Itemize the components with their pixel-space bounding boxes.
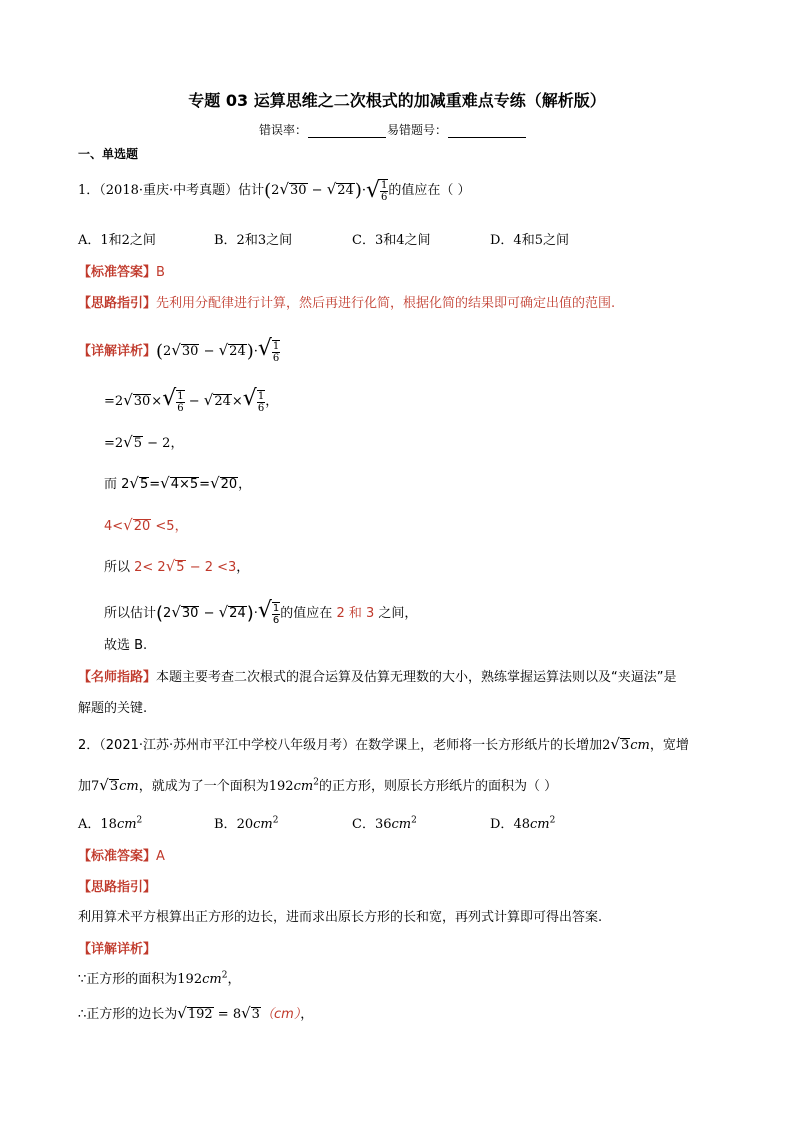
wrong-number-label: 易错题号： bbox=[387, 123, 448, 137]
q1-step-1: =2√30×√ $\frac{1}{6}$ − √24×√ $\frac{1}{6}$ ， bbox=[104, 386, 279, 414]
q2-hint-tag bbox=[78, 876, 156, 895]
q1-teacher-note-2: 解题的关键. bbox=[78, 701, 148, 716]
q2-stem-line1: 2．（2021·江苏·苏州市平江中学校八年级月考）在数学课上，老师将一长方形纸片的长增加2√3cm，宽增 bbox=[78, 735, 689, 753]
q2-detail-tag bbox=[78, 938, 156, 957]
q1-option-a[interactable]: A．1和2之间 bbox=[78, 233, 156, 248]
q2-answer bbox=[78, 845, 165, 864]
q1-hint bbox=[78, 292, 615, 311]
q1-option-c[interactable]: C．3和4之间 bbox=[352, 233, 431, 248]
q1-stem: 1．（2018·重庆·中考真题）估计(2√30 − √24)·√ $\frac{1}{6}$ 的值应在（ ） bbox=[78, 178, 471, 203]
error-rate-blank[interactable] bbox=[308, 125, 386, 138]
page-title: 专题 03 运算思维之二次根式的加减重难点专练（解析版） bbox=[188, 91, 606, 110]
q2-option-d[interactable]: D．$48cm^2$ bbox=[490, 815, 556, 832]
hint-tag: 【思路指引】 bbox=[78, 296, 157, 311]
detail-tag: 【详解详析】 bbox=[78, 344, 157, 359]
hint-tag: 【思路指引】 bbox=[78, 880, 157, 895]
section-heading: 一、单选题 bbox=[78, 147, 139, 161]
answer-tag: 【标准答案】 bbox=[78, 265, 157, 280]
q1-step-6: 所以估计(2√30 − √24)·√ $\frac{1}{6}$ 的值应在 2 和 3 之间， bbox=[104, 598, 418, 626]
q1-step-5: 所以 2< 2√5 − 2 <3， bbox=[104, 557, 250, 575]
teacher-text-1: 本题主要考查二次根式的混合运算及估算无理数的大小，熟练掌握运算法则以及“夹逼法”是 bbox=[156, 670, 677, 685]
answer-value: A bbox=[156, 849, 165, 864]
answer-tag: 【标准答案】 bbox=[78, 849, 157, 864]
teacher-tag: 【名师指路】 bbox=[78, 670, 157, 685]
q2-option-a[interactable]: A．$18cm^2$ bbox=[78, 815, 143, 832]
answer-value: B bbox=[156, 265, 165, 280]
q1-step-4: 4<√20 <5， bbox=[104, 516, 188, 534]
detail-tag: 【详解详析】 bbox=[78, 942, 157, 957]
q1-option-b[interactable]: B．2和3之间 bbox=[214, 233, 293, 248]
q1-step-2: =2√5 − 2， bbox=[104, 433, 184, 451]
q1-detail-header: 【详解详析】(2√30 − √24)·√ $\frac{1}{6}$ bbox=[78, 336, 280, 364]
q2-option-b[interactable]: B．$20cm^2$ bbox=[214, 815, 279, 832]
q2-hint: 利用算术平方根算出正方形的边长，进而求出原长方形的长和宽，再列式计算即可得出答案. bbox=[78, 910, 603, 925]
q2-detail-2: ∴正方形的边长为√192 = 8√3（cm）， bbox=[78, 1004, 314, 1022]
error-rate-label: 错误率： bbox=[259, 123, 308, 137]
q2-detail-1: ∵正方形的面积为$192cm^2$， bbox=[78, 970, 241, 987]
q1-prefix: 1．（2018·重庆·中考真题）估计 bbox=[78, 183, 265, 198]
hint-text: 先利用分配律进行计算，然后再进行化简，根据化简的结果即可确定出值的范围. bbox=[156, 296, 616, 311]
q2-stem-line2: 加7√3cm，就成为了一个面积为$192cm^2$的正方形，则原长方形纸片的面积为（ ） bbox=[78, 776, 558, 794]
q1-option-d[interactable]: D．4和5之间 bbox=[490, 233, 569, 248]
q1-step-7: 故选 B. bbox=[104, 638, 148, 653]
q2-option-c[interactable]: C．$36cm^2$ bbox=[352, 815, 417, 832]
q1-teacher-note bbox=[78, 666, 677, 685]
meta-line bbox=[259, 121, 527, 138]
q1-answer bbox=[78, 261, 165, 280]
q1-step-3: 而 2√5=√4×5=√20， bbox=[104, 474, 252, 492]
wrong-number-blank[interactable] bbox=[448, 125, 526, 138]
q1-suffix: 的值应在（ ） bbox=[388, 183, 471, 198]
